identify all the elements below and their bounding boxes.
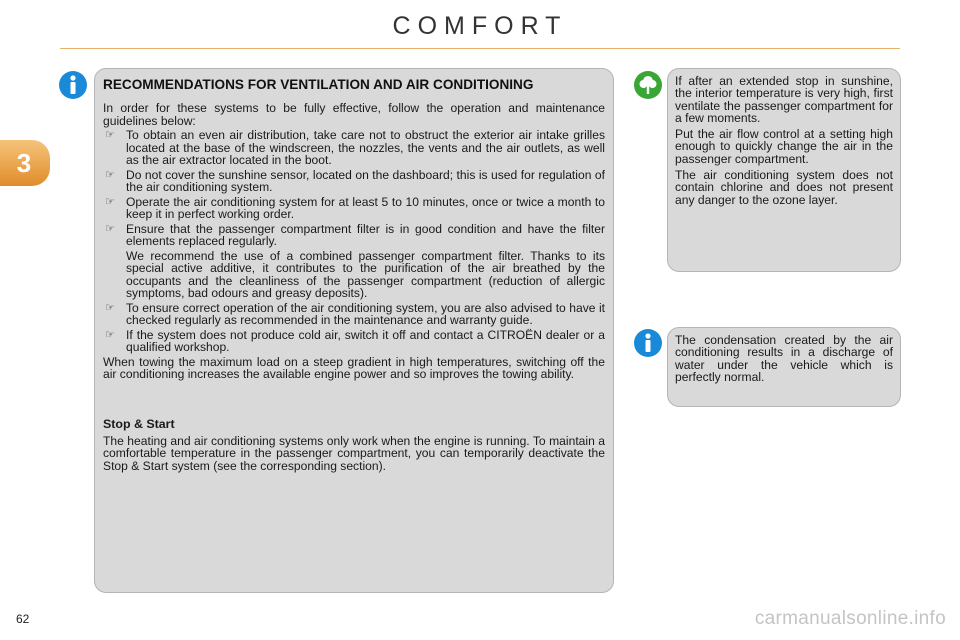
page-number: 62 (16, 612, 30, 626)
eco-tip-paragraph: Put the air flow control at a setting high enough to quickly change the air in the passenger compartment. (675, 127, 893, 166)
pointing-hand-icon: ☞ (105, 222, 115, 235)
eco-tree-icon (633, 70, 663, 100)
info-icon (58, 70, 88, 100)
pointing-hand-icon: ☞ (105, 129, 115, 141)
pointing-hand-icon: ☞ (105, 328, 115, 341)
stop-start-heading: Stop & Start (103, 416, 175, 431)
chapter-tab (0, 140, 50, 186)
watermark: carmanualsonline.info (754, 608, 946, 629)
info-icon (633, 328, 663, 358)
page-title: COMFORT (392, 12, 568, 40)
condensation-note-text: The condensation created by the air conditioning results in a discharge of water under the vehicle which is perfectly normal. (675, 333, 893, 384)
stop-start-text: The heating and air conditioning systems only work when the engine is running. To maintain a comfortable temperature in the passenger compartment, you can temporarily deactivate the Stop & Start system (see the corresponding section). (103, 433, 605, 473)
intro-text: In order for these systems to be fully effective, follow the operation and maintenance guidelines below: (103, 101, 605, 128)
condensation-note-panel (667, 327, 901, 407)
ventilation-recommendations-panel (94, 68, 614, 593)
list-item: ☞ Ensure that the passenger compartment filter is in good condition and have the filter elements replaced regularly. (105, 221, 605, 248)
list-item: ☞ To ensure correct operation of the air conditioning system, you are also advised to have it checked regularly as recommended in the maintenance and warranty guide. (105, 300, 605, 327)
pointing-hand-icon: ☞ (105, 168, 115, 181)
list-item: ☞ If the system does not produce cold air, switch it off and contact a CITROËN dealer or a qualified workshop. (105, 327, 605, 354)
section-title: RECOMMENDATIONS FOR VENTILATION AND AIR CONDITIONING (103, 77, 534, 92)
list-item: ☞ To obtain an even air distribution, take care not to obstruct the exterior air intake grilles located at the base of the windscreen, the nozzles, the vents and the air outlets, as well as the air extractor located in the boot. (105, 128, 605, 167)
filter-recommendation-text: We recommend the use of a combined passenger compartment filter. Thanks to its special active additive, it contributes to the purification of the air breathed by the occupants and the cleanliness of the passenger compartment (reduction of allergic symptoms, bad odours and greasy deposits). (126, 248, 605, 300)
list-item: ☞ Do not cover the sunshine sensor, located on the dashboard; this is used for regulation of the air conditioning system. (105, 167, 605, 194)
eco-tip-paragraph: If after an extended stop in sunshine, the interior temperature is very high, first ventilate the passenger compartment for a few moments. (675, 74, 893, 125)
list-item: ☞ Operate the air conditioning system for at least 5 to 10 minutes, once or twice a month to keep it in perfect working order. (105, 194, 605, 221)
pointing-hand-icon: ☞ (105, 301, 115, 314)
header-divider (60, 48, 900, 49)
eco-tip-panel (667, 68, 901, 272)
towing-text: When towing the maximum load on a steep gradient in high temperatures, switching off the air conditioning increases the available engine power and so improves the towing ability. (103, 354, 605, 381)
chapter-number: 3 (16, 148, 32, 178)
eco-tip-paragraph: The air conditioning system does not contain chlorine and does not present any danger to the ozone layer. (675, 168, 893, 207)
pointing-hand-icon: ☞ (105, 195, 115, 208)
